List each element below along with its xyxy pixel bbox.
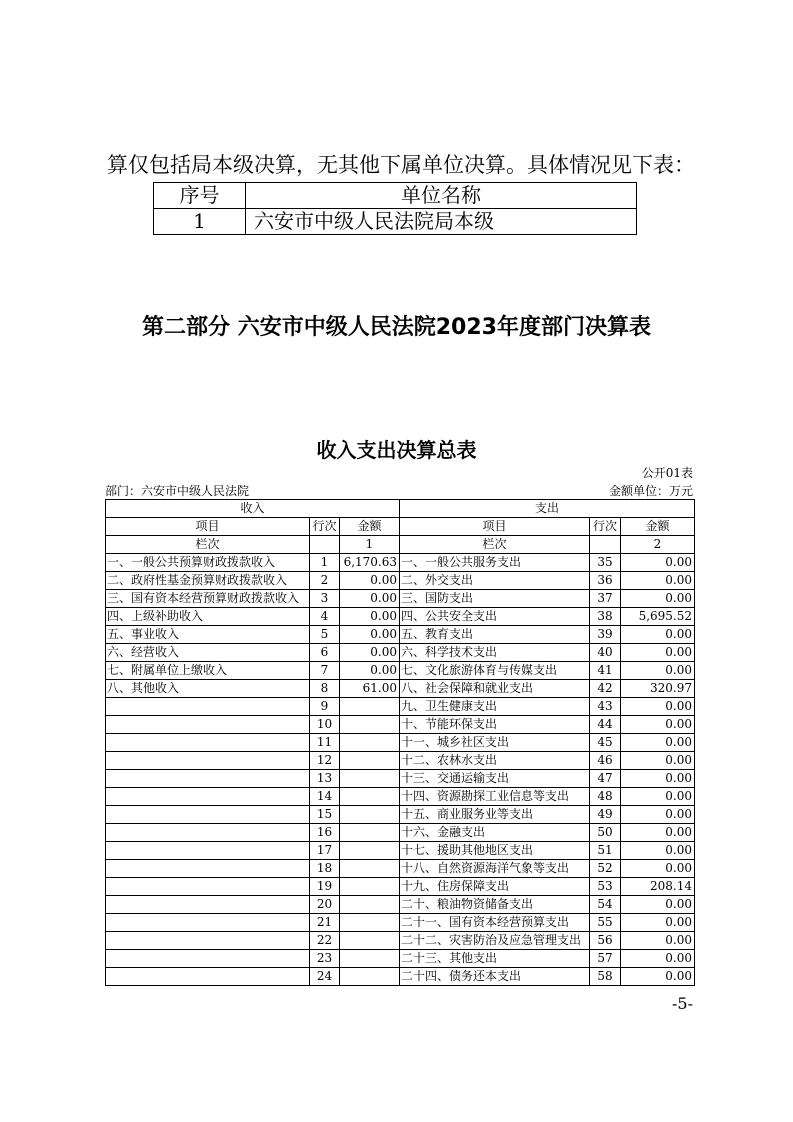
expense-amount: 0.00 — [621, 842, 695, 860]
income-expense-table — [105, 499, 695, 986]
table-row — [106, 914, 695, 932]
expense-line: 48 — [590, 788, 621, 806]
expense-line: 41 — [590, 662, 621, 680]
income-item — [106, 716, 310, 734]
expense-amount: 0.00 — [621, 896, 695, 914]
income-item: 六、经营收入 — [106, 644, 310, 662]
income-seq-line — [310, 536, 340, 554]
income-amount: 61.00 — [340, 680, 400, 698]
income-line: 5 — [310, 626, 340, 644]
expense-line: 55 — [590, 914, 621, 932]
expense-item: 七、文化旅游体育与传媒支出 — [400, 662, 590, 680]
income-line: 15 — [310, 806, 340, 824]
income-header: 收入 — [106, 500, 400, 518]
expense-line: 45 — [590, 734, 621, 752]
expense-amount: 0.00 — [621, 554, 695, 572]
expense-amount: 0.00 — [621, 968, 695, 986]
income-line: 4 — [310, 608, 340, 626]
expense-amount: 0.00 — [621, 662, 695, 680]
expense-amount: 0.00 — [621, 626, 695, 644]
income-line: 11 — [310, 734, 340, 752]
income-item: 八、其他收入 — [106, 680, 310, 698]
expense-line: 53 — [590, 878, 621, 896]
income-line: 13 — [310, 770, 340, 788]
table-row — [106, 842, 695, 860]
table-row — [106, 554, 695, 572]
expense-line: 51 — [590, 842, 621, 860]
expense-item: 四、公共安全支出 — [400, 608, 590, 626]
income-amount — [340, 914, 400, 932]
income-amount — [340, 896, 400, 914]
income-line: 22 — [310, 932, 340, 950]
income-col-item: 项目 — [106, 518, 310, 536]
seq-row — [106, 536, 695, 554]
table-row — [106, 608, 695, 626]
income-item — [106, 968, 310, 986]
expense-line: 49 — [590, 806, 621, 824]
part-title: 第二部分 六安市中级人民法院2023年度部门决算表 — [142, 315, 651, 340]
expense-item: 九、卫生健康支出 — [400, 698, 590, 716]
unit-header-name: 单位名称 — [246, 183, 637, 209]
expense-line: 44 — [590, 716, 621, 734]
income-amount: 0.00 — [340, 626, 400, 644]
income-line: 23 — [310, 950, 340, 968]
expense-item: 十八、自然资源海洋气象等支出 — [400, 860, 590, 878]
income-amount — [340, 824, 400, 842]
income-line: 8 — [310, 680, 340, 698]
income-line: 3 — [310, 590, 340, 608]
income-item — [106, 914, 310, 932]
income-amount — [340, 752, 400, 770]
expense-seq-label: 栏次 — [400, 536, 590, 554]
expense-item: 十三、交通运输支出 — [400, 770, 590, 788]
expense-seq-value: 2 — [621, 536, 695, 554]
income-amount — [340, 806, 400, 824]
expense-item: 二十二、灾害防治及应急管理支出 — [400, 932, 590, 950]
income-amount — [340, 878, 400, 896]
page-number: -5- — [672, 994, 693, 1013]
expense-amount: 0.00 — [621, 734, 695, 752]
unit-list-table — [153, 182, 637, 235]
income-item — [106, 770, 310, 788]
expense-item: 五、教育支出 — [400, 626, 590, 644]
income-item — [106, 860, 310, 878]
income-line: 7 — [310, 662, 340, 680]
section-header-row — [106, 500, 695, 518]
income-col-amount: 金额 — [340, 518, 400, 536]
income-line: 21 — [310, 914, 340, 932]
expense-item: 十、节能环保支出 — [400, 716, 590, 734]
expense-line: 52 — [590, 860, 621, 878]
income-amount — [340, 932, 400, 950]
income-item — [106, 806, 310, 824]
expense-line: 36 — [590, 572, 621, 590]
income-item — [106, 932, 310, 950]
department-label: 部门：六安市中级人民法院 — [105, 484, 250, 498]
income-item: 二、政府性基金预算财政拨款收入 — [106, 572, 310, 590]
income-amount: 0.00 — [340, 608, 400, 626]
expense-amount: 0.00 — [621, 788, 695, 806]
table-row — [106, 824, 695, 842]
income-line: 17 — [310, 842, 340, 860]
income-item: 一、一般公共预算财政拨款收入 — [106, 554, 310, 572]
unit-table-row — [154, 209, 637, 235]
expense-item: 一、一般公共服务支出 — [400, 554, 590, 572]
expense-col-amount: 金额 — [621, 518, 695, 536]
income-seq-value: 1 — [340, 536, 400, 554]
income-amount: 0.00 — [340, 572, 400, 590]
income-amount: 0.00 — [340, 644, 400, 662]
income-line: 2 — [310, 572, 340, 590]
expense-seq-line — [590, 536, 621, 554]
expense-line: 47 — [590, 770, 621, 788]
income-item: 四、上级补助收入 — [106, 608, 310, 626]
expense-amount: 0.00 — [621, 806, 695, 824]
expense-line: 35 — [590, 554, 621, 572]
expense-amount: 5,695.52 — [621, 608, 695, 626]
income-item — [106, 896, 310, 914]
income-item — [106, 698, 310, 716]
expense-line: 37 — [590, 590, 621, 608]
unit-row-name: 六安市中级人民法院局本级 — [246, 209, 637, 235]
income-line: 6 — [310, 644, 340, 662]
table-row — [106, 572, 695, 590]
income-item: 五、事业收入 — [106, 626, 310, 644]
expense-amount: 0.00 — [621, 572, 695, 590]
income-line: 16 — [310, 824, 340, 842]
income-amount — [340, 950, 400, 968]
unit-row-seq: 1 — [154, 209, 246, 235]
income-amount — [340, 698, 400, 716]
expense-item: 三、国防支出 — [400, 590, 590, 608]
income-line: 1 — [310, 554, 340, 572]
income-item — [106, 734, 310, 752]
expense-col-item: 项目 — [400, 518, 590, 536]
expense-item: 六、科学技术支出 — [400, 644, 590, 662]
table-code: 公开01表 — [641, 466, 693, 480]
intro-paragraph: 算仅包括局本级决算，无其他下属单位决算。具体情况见下表： — [107, 153, 695, 177]
table-row — [106, 932, 695, 950]
expense-header: 支出 — [400, 500, 695, 518]
income-amount: 6,170.63 — [340, 554, 400, 572]
expense-item: 二十、粮油物资储备支出 — [400, 896, 590, 914]
expense-amount: 0.00 — [621, 860, 695, 878]
expense-line: 54 — [590, 896, 621, 914]
income-item — [106, 950, 310, 968]
expense-line: 50 — [590, 824, 621, 842]
income-line: 18 — [310, 860, 340, 878]
table-row — [106, 950, 695, 968]
table-row — [106, 878, 695, 896]
expense-line: 43 — [590, 698, 621, 716]
income-seq-label: 栏次 — [106, 536, 310, 554]
income-amount — [340, 788, 400, 806]
income-line: 19 — [310, 878, 340, 896]
expense-amount: 0.00 — [621, 770, 695, 788]
expense-line: 38 — [590, 608, 621, 626]
expense-amount: 208.14 — [621, 878, 695, 896]
column-header-row — [106, 518, 695, 536]
expense-amount: 0.00 — [621, 824, 695, 842]
income-col-line: 行次 — [310, 518, 340, 536]
expense-line: 42 — [590, 680, 621, 698]
income-amount — [340, 734, 400, 752]
income-line: 14 — [310, 788, 340, 806]
table-row — [106, 788, 695, 806]
expense-item: 十二、农林水支出 — [400, 752, 590, 770]
table-row — [106, 752, 695, 770]
table-row — [106, 806, 695, 824]
income-amount: 0.00 — [340, 662, 400, 680]
table-row — [106, 716, 695, 734]
income-item — [106, 878, 310, 896]
table-row — [106, 590, 695, 608]
table-row — [106, 626, 695, 644]
expense-line: 39 — [590, 626, 621, 644]
expense-amount: 0.00 — [621, 932, 695, 950]
table-row — [106, 734, 695, 752]
table-row — [106, 770, 695, 788]
expense-item: 十七、援助其他地区支出 — [400, 842, 590, 860]
table-row — [106, 968, 695, 986]
table-title: 收入支出决算总表 — [316, 438, 477, 462]
table-row — [106, 860, 695, 878]
income-item: 七、附属单位上缴收入 — [106, 662, 310, 680]
expense-item: 十九、住房保障支出 — [400, 878, 590, 896]
expense-amount: 0.00 — [621, 644, 695, 662]
income-line: 9 — [310, 698, 340, 716]
expense-amount: 0.00 — [621, 698, 695, 716]
expense-item: 十五、商业服务业等支出 — [400, 806, 590, 824]
expense-amount: 0.00 — [621, 914, 695, 932]
expense-line: 57 — [590, 950, 621, 968]
income-amount — [340, 860, 400, 878]
income-line: 10 — [310, 716, 340, 734]
unit-header-seq: 序号 — [154, 183, 246, 209]
expense-item: 八、社会保障和就业支出 — [400, 680, 590, 698]
expense-line: 46 — [590, 752, 621, 770]
expense-item: 十四、资源勘探工业信息等支出 — [400, 788, 590, 806]
income-amount — [340, 842, 400, 860]
amount-unit-label: 金额单位：万元 — [608, 484, 693, 498]
unit-table-header-row — [154, 183, 637, 209]
expense-line: 56 — [590, 932, 621, 950]
table-row — [106, 698, 695, 716]
expense-item: 十一、城乡社区支出 — [400, 734, 590, 752]
income-amount — [340, 770, 400, 788]
table-row — [106, 680, 695, 698]
income-item — [106, 752, 310, 770]
income-line: 20 — [310, 896, 340, 914]
expense-amount: 0.00 — [621, 716, 695, 734]
expense-line: 58 — [590, 968, 621, 986]
expense-col-line: 行次 — [590, 518, 621, 536]
expense-line: 40 — [590, 644, 621, 662]
income-item: 三、国有资本经营预算财政拨款收入 — [106, 590, 310, 608]
expense-amount: 0.00 — [621, 950, 695, 968]
expense-item: 二十一、国有资本经营预算支出 — [400, 914, 590, 932]
expense-amount: 0.00 — [621, 752, 695, 770]
table-row — [106, 896, 695, 914]
income-amount — [340, 968, 400, 986]
income-line: 24 — [310, 968, 340, 986]
income-item — [106, 788, 310, 806]
expense-item: 十六、金融支出 — [400, 824, 590, 842]
table-row — [106, 644, 695, 662]
income-line: 12 — [310, 752, 340, 770]
income-item — [106, 842, 310, 860]
expense-item: 二十三、其他支出 — [400, 950, 590, 968]
expense-item: 二十四、债务还本支出 — [400, 968, 590, 986]
expense-amount: 320.97 — [621, 680, 695, 698]
table-row — [106, 662, 695, 680]
income-amount — [340, 716, 400, 734]
expense-item: 二、外交支出 — [400, 572, 590, 590]
income-item — [106, 824, 310, 842]
income-amount: 0.00 — [340, 590, 400, 608]
expense-amount: 0.00 — [621, 590, 695, 608]
